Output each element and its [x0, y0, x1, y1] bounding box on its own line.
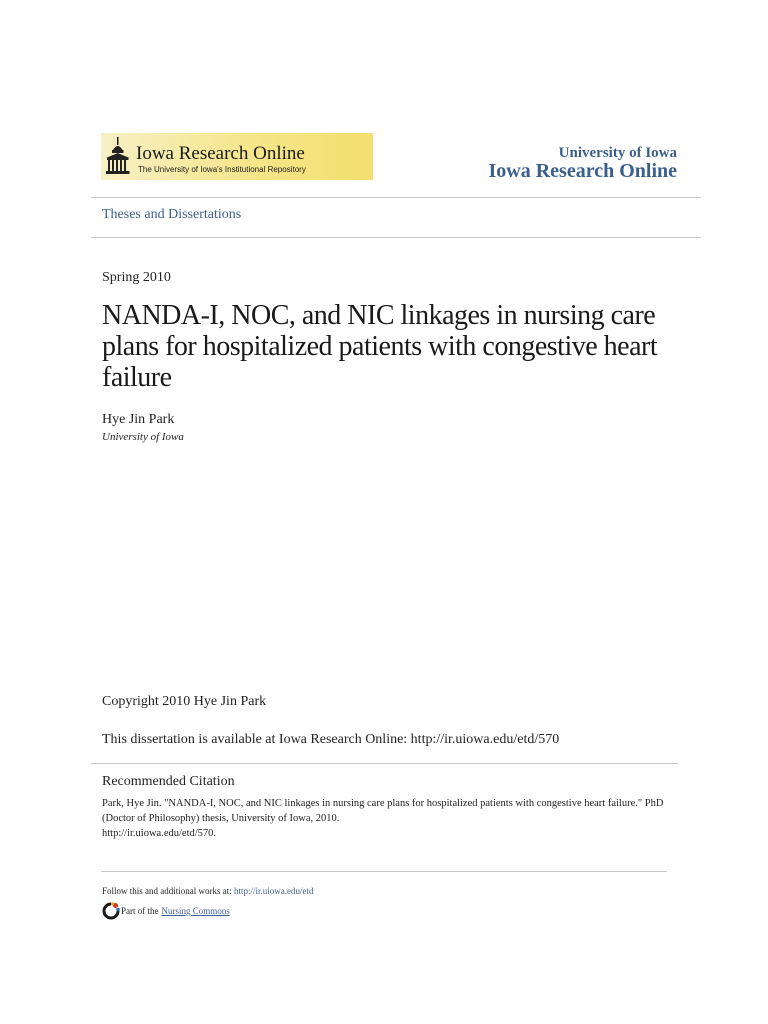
copyright-notice: Copyright 2010 Hye Jin Park: [102, 694, 267, 709]
nursing-commons-link[interactable]: Nursing Commons: [161, 906, 230, 916]
part-of-text: Part of the: [121, 906, 159, 916]
follow-line: [102, 886, 314, 896]
divider: [91, 197, 701, 198]
citation-line: (Doctor of Philosophy) thesis, University of Iowa, 2010.: [102, 813, 340, 824]
citation-line: http://ir.uiowa.edu/etd/570.: [102, 828, 217, 839]
banner-title: Iowa Research Online: [136, 143, 305, 164]
divider: [91, 763, 678, 764]
commons-network-icon: [102, 902, 120, 920]
divider: [91, 237, 701, 238]
repository-link[interactable]: Iowa Research Online: [488, 160, 677, 182]
follow-link[interactable]: http://ir.uiowa.edu/etd: [234, 886, 314, 896]
repository-banner[interactable]: [101, 133, 373, 180]
divider: [101, 871, 667, 872]
university-link[interactable]: University of Iowa: [558, 145, 677, 161]
follow-text: Follow this and additional works at:: [102, 886, 234, 896]
author-affiliation: University of Iowa: [102, 431, 184, 443]
banner-subtitle: The University of Iowa's Institutional Repository: [138, 165, 306, 174]
citation-heading: Recommended Citation: [102, 774, 235, 789]
author-name: Hye Jin Park: [102, 412, 175, 427]
part-of-line: [102, 902, 230, 920]
collection-link[interactable]: Theses and Dissertations: [102, 207, 242, 222]
publication-date: Spring 2010: [102, 270, 171, 285]
document-title: NANDA-I, NOC, and NIC linkages in nursing care plans for hospitalized patients with congestive heart failure: [102, 300, 658, 393]
availability-notice: This dissertation is available at Iowa Research Online: http://ir.uiowa.edu/etd/570: [102, 732, 560, 747]
citation-line: Park, Hye Jin. "NANDA-I, NOC, and NIC linkages in nursing care plans for hospitalized patients with congestive heart failure." PhD: [102, 798, 664, 809]
citation-body: [102, 796, 672, 841]
old-capitol-icon: [105, 136, 131, 176]
